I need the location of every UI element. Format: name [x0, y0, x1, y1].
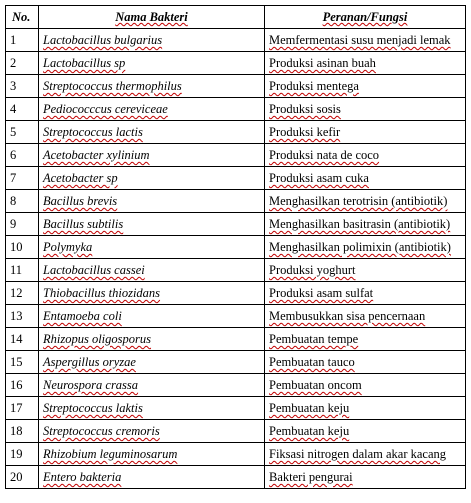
bacteria-name: Streptococcus cremoris [43, 423, 160, 438]
bacteria-name: Streptococcus lactis [43, 124, 143, 139]
row-number: 8 [6, 190, 39, 213]
bacteria-name-cell [39, 351, 265, 374]
role-text: Menghasilkan basitrasin (antibiotik) [269, 216, 451, 231]
bacteria-name-cell [39, 328, 265, 351]
row-number: 12 [6, 282, 39, 305]
bacteria-name: Neurospora crassa [43, 377, 139, 392]
row-number: 20 [6, 466, 39, 489]
table-row [6, 466, 466, 489]
bacteria-name-cell [39, 121, 265, 144]
row-number: 10 [6, 236, 39, 259]
bacteria-name-cell [39, 397, 265, 420]
bacteria-name-cell [39, 190, 265, 213]
role-cell [265, 328, 466, 351]
bacteria-name-cell [39, 75, 265, 98]
bacteria-name: Streptococcus laktis [43, 400, 143, 415]
header-name-text: Nama Bakteri [115, 9, 188, 24]
role-cell [265, 52, 466, 75]
bacteria-name-cell [39, 144, 265, 167]
role-text: Fiksasi nitrogen dalam akar kacang [269, 446, 447, 461]
role-text: Produksi yoghurt [269, 262, 356, 277]
role-cell [265, 167, 466, 190]
bacteria-name: Rhizopus oligosporus [43, 331, 152, 346]
bacteria-name-cell [39, 282, 265, 305]
bacteria-table [5, 5, 466, 489]
header-no: No. [6, 6, 39, 29]
table-row [6, 236, 466, 259]
bacteria-name: Lactobacillus sp [43, 55, 126, 70]
role-cell [265, 397, 466, 420]
row-number: 2 [6, 52, 39, 75]
bacteria-name-cell [39, 236, 265, 259]
bacteria-name-cell [39, 259, 265, 282]
table-row [6, 351, 466, 374]
table-row [6, 282, 466, 305]
role-text: Pembuatan keju [269, 400, 350, 415]
bacteria-name: Acetobacter sp [43, 170, 118, 185]
row-number: 4 [6, 98, 39, 121]
role-text: Produksi nata de coco [269, 147, 380, 162]
row-number: 5 [6, 121, 39, 144]
bacteria-name: Streptococcus thermophilus [43, 78, 182, 93]
bacteria-name-cell [39, 466, 265, 489]
role-cell [265, 121, 466, 144]
table-row [6, 443, 466, 466]
row-number: 1 [6, 29, 39, 52]
role-text: Membusukkan sisa pencernaan [269, 308, 426, 323]
table-row [6, 52, 466, 75]
row-number: 9 [6, 213, 39, 236]
table-row [6, 213, 466, 236]
table-body [6, 29, 466, 489]
row-number: 11 [6, 259, 39, 282]
bacteria-name: Acetobacter xylinium [43, 147, 150, 162]
role-cell [265, 420, 466, 443]
role-text: Produksi kefir [269, 124, 341, 139]
table-row [6, 75, 466, 98]
bacteria-name-cell [39, 374, 265, 397]
bacteria-name-cell [39, 420, 265, 443]
row-number: 15 [6, 351, 39, 374]
role-text: Produksi sosis [269, 101, 341, 116]
row-number: 13 [6, 305, 39, 328]
table-row [6, 98, 466, 121]
bacteria-name: Bacillus brevis [43, 193, 118, 208]
role-text: Pembuatan tempe [269, 331, 359, 346]
role-text: Menghasilkan polimixin (antibiotik) [269, 239, 451, 254]
bacteria-name: Entamoeba coli [43, 308, 122, 323]
role-cell [265, 236, 466, 259]
role-cell [265, 190, 466, 213]
role-text: Pembuatan keju [269, 423, 350, 438]
bacteria-name: Thiobacillus thiozidans [43, 285, 161, 300]
role-text: Produksi asam sulfat [269, 285, 374, 300]
role-cell [265, 374, 466, 397]
row-number: 19 [6, 443, 39, 466]
role-text: Memfermentasi susu menjadi lemak [269, 32, 451, 47]
table-row [6, 190, 466, 213]
row-number: 6 [6, 144, 39, 167]
role-cell [265, 98, 466, 121]
role-cell [265, 305, 466, 328]
table-row [6, 167, 466, 190]
header-role-text: Peranan/Fungsi [322, 9, 408, 24]
row-number: 16 [6, 374, 39, 397]
bacteria-name-cell [39, 443, 265, 466]
role-cell [265, 351, 466, 374]
table-row [6, 305, 466, 328]
bacteria-name: Entero bakteria [43, 469, 122, 484]
table-row [6, 328, 466, 351]
bacteria-name: Lactobacillus bulgarius [43, 32, 163, 47]
role-text: Produksi mentega [269, 78, 359, 93]
role-cell [265, 259, 466, 282]
bacteria-name: Pediococccus cereviceae [43, 101, 168, 116]
bacteria-name-cell [39, 213, 265, 236]
bacteria-name-cell [39, 167, 265, 190]
table-row [6, 374, 466, 397]
table-row [6, 397, 466, 420]
row-number: 7 [6, 167, 39, 190]
role-cell [265, 466, 466, 489]
table-row [6, 29, 466, 52]
row-number: 3 [6, 75, 39, 98]
role-text: Pembuatan tauco [269, 354, 355, 369]
row-number: 17 [6, 397, 39, 420]
bacteria-name-cell [39, 52, 265, 75]
row-number: 14 [6, 328, 39, 351]
table-header-row [6, 6, 466, 29]
bacteria-name: Polymyka [43, 239, 93, 254]
bacteria-name-cell [39, 98, 265, 121]
role-cell [265, 443, 466, 466]
table-row [6, 259, 466, 282]
role-cell [265, 75, 466, 98]
role-cell [265, 29, 466, 52]
row-number: 18 [6, 420, 39, 443]
bacteria-name: Aspergillus oryzae [43, 354, 136, 369]
header-role [265, 6, 466, 29]
role-cell [265, 213, 466, 236]
bacteria-name-cell [39, 305, 265, 328]
role-text: Produksi asinan buah [269, 55, 376, 70]
role-text: Menghasilkan terotrisin (antibiotik) [269, 193, 448, 208]
role-cell [265, 282, 466, 305]
role-text: Pembuatan oncom [269, 377, 362, 392]
role-cell [265, 144, 466, 167]
role-text: Bakteri pengurai [269, 469, 353, 484]
bacteria-name-cell [39, 29, 265, 52]
bacteria-name: Bacillus subtilis [43, 216, 124, 231]
header-name [39, 6, 265, 29]
bacteria-name: Rhizobium leguminosarum [43, 446, 178, 461]
role-text: Produksi asam cuka [269, 170, 369, 185]
bacteria-name: Lactobacillus cassei [43, 262, 145, 277]
table-row [6, 420, 466, 443]
table-row [6, 121, 466, 144]
table-row [6, 144, 466, 167]
